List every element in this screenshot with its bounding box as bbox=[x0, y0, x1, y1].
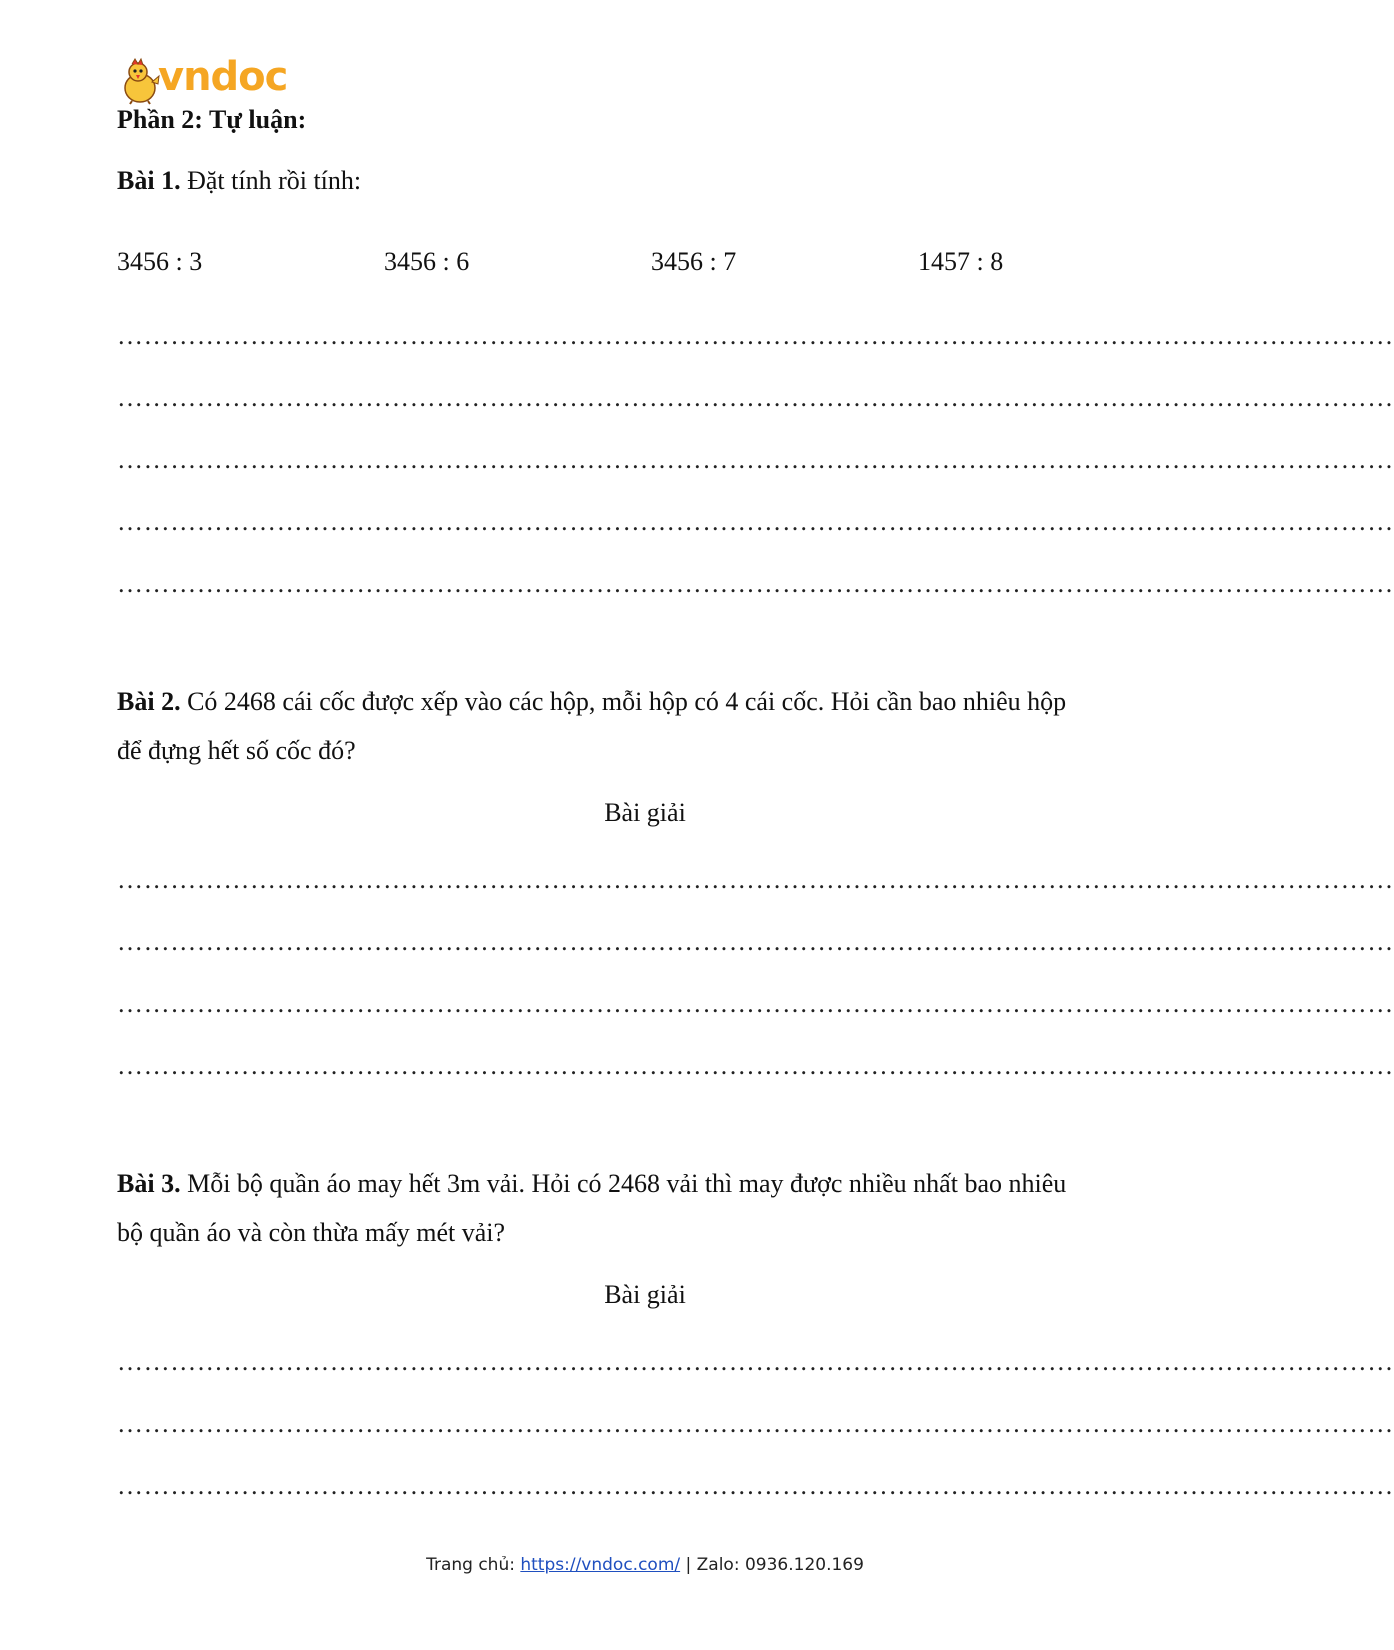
section-title: Phần 2: Tự luận: bbox=[117, 105, 307, 134]
bai2-prompt bbox=[117, 686, 1066, 718]
answer-line: ……………………………………………………………………………………………………………………………… bbox=[117, 989, 1394, 1018]
answer-line: ……………………………………………………………………………………………………………………………… bbox=[117, 1409, 1394, 1438]
answer-line: ……………………………………………………………………………………………………………………………… bbox=[117, 507, 1394, 536]
footer-suffix: | Zalo: 0936.120.169 bbox=[680, 1555, 864, 1575]
answer-line: ……………………………………………………………………………………………………………………………… bbox=[117, 569, 1394, 598]
answer-line: ……………………………………………………………………………………………………………………………… bbox=[117, 927, 1394, 956]
expression-1: 3456 : 3 bbox=[117, 247, 203, 276]
answer-line: ……………………………………………………………………………………………………………………………… bbox=[117, 445, 1394, 474]
expression-2: 3456 : 6 bbox=[384, 247, 470, 276]
bai2-solution-label: Bài giải bbox=[604, 798, 686, 827]
expression-4: 1457 : 8 bbox=[918, 247, 1004, 276]
logo-text: vndoc bbox=[158, 54, 288, 100]
bai2-label: Bài 2. bbox=[117, 687, 181, 716]
answer-line: ……………………………………………………………………………………………………………………………… bbox=[117, 321, 1394, 350]
answer-line: ……………………………………………………………………………………………………………………………… bbox=[117, 1051, 1394, 1080]
bai3-solution-label: Bài giải bbox=[604, 1280, 686, 1309]
bai1-label: Bài 1. bbox=[117, 166, 181, 195]
answer-line: ……………………………………………………………………………………………………………………………… bbox=[117, 865, 1394, 894]
expression-3: 3456 : 7 bbox=[651, 247, 737, 276]
bai3-text-line1: Mỗi bộ quần áo may hết 3m vải. Hỏi có 2468 vải thì may được nhiều nhất bao nhiêu bbox=[180, 1169, 1067, 1198]
footer-prefix: Trang chủ: bbox=[426, 1555, 521, 1575]
chicken-mascot-icon bbox=[118, 58, 162, 104]
bai3-prompt bbox=[117, 1168, 1066, 1200]
answer-line: ……………………………………………………………………………………………………………………………… bbox=[117, 1347, 1394, 1376]
homepage-link[interactable]: https://vndoc.com/ bbox=[520, 1555, 681, 1575]
vndoc-logo bbox=[118, 54, 318, 108]
bai1-prompt bbox=[117, 165, 361, 197]
bai1-text: Đặt tính rồi tính: bbox=[180, 166, 362, 195]
page-footer bbox=[0, 1555, 1290, 1575]
answer-line: ……………………………………………………………………………………………………………………………… bbox=[117, 383, 1394, 412]
bai3-label: Bài 3. bbox=[117, 1169, 181, 1198]
bai3-text-line2: bộ quần áo và còn thừa mấy mét vải? bbox=[117, 1218, 506, 1247]
bai2-text-line2: để đựng hết số cốc đó? bbox=[117, 736, 356, 765]
answer-line: ……………………………………………………………………………………………………………………………… bbox=[117, 1471, 1394, 1500]
bai2-text-line1: Có 2468 cái cốc được xếp vào các hộp, mỗi hộp có 4 cái cốc. Hỏi cần bao nhiêu hộp bbox=[180, 687, 1067, 716]
